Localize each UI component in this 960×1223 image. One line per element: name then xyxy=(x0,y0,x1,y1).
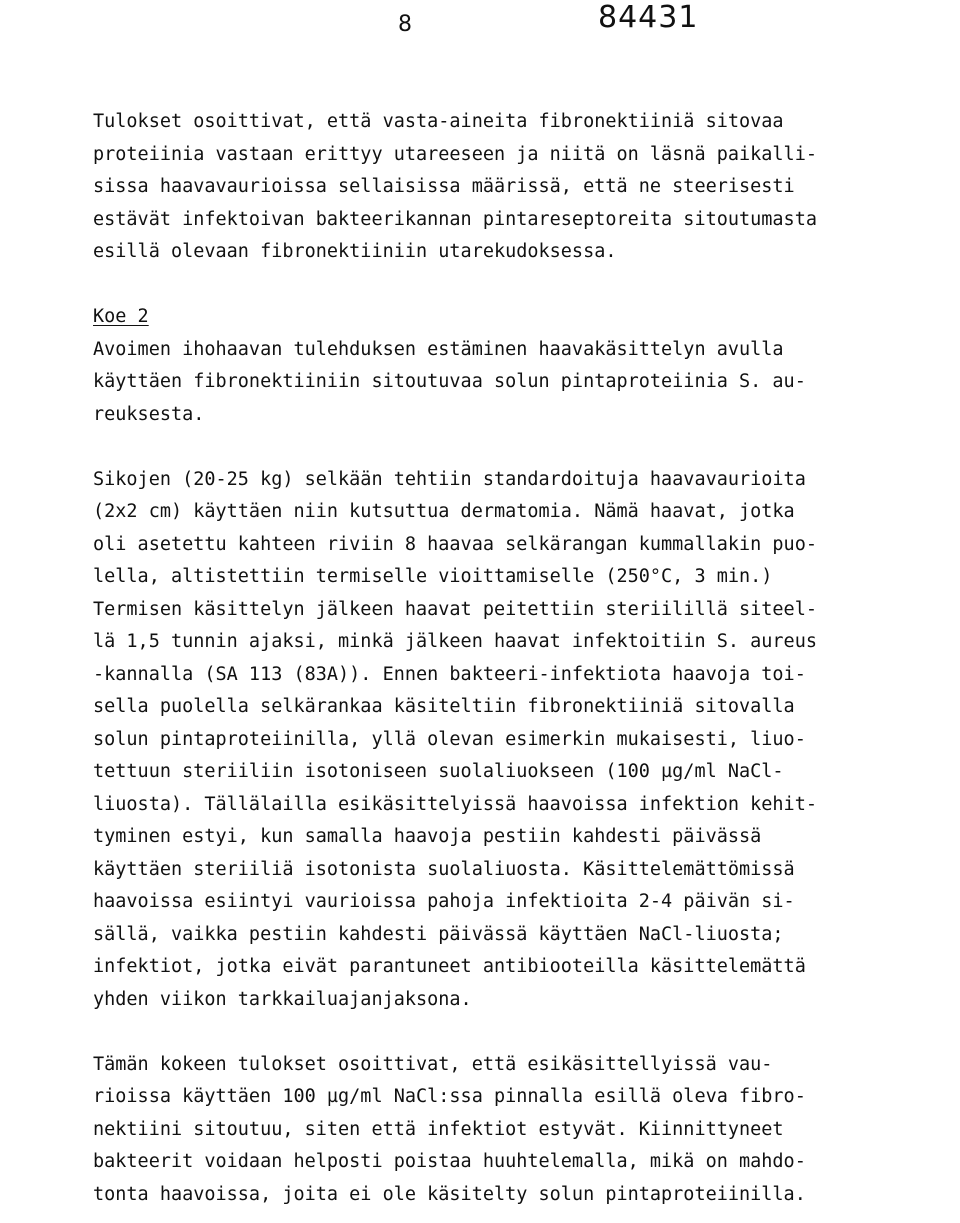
text-line: rioissa käyttäen 100 µg/ml NaCl:ssa pinnalla esillä oleva fibro- xyxy=(93,1086,806,1107)
paragraph-results xyxy=(93,106,953,269)
page-number: 8 xyxy=(398,12,412,37)
text-line: -kannalla (SA 113 (83A)). Ennen bakteeri-infektiota haavoja toi- xyxy=(93,663,806,685)
paragraph-gap xyxy=(93,1016,953,1049)
text-line: oli asetettu kahteen riviin 8 haavaa selkärangan kummallakin puo- xyxy=(93,533,817,555)
text-line: estävät infektoivan bakteerikannan pintareseptoreita sitoutumasta xyxy=(93,208,817,230)
text-line: nektiini sitoutuu, siten että infektiot estyvät. Kiinnittyneet xyxy=(93,1118,784,1140)
text-line: lella, altistettiin termiselle vioittamiselle (250°C, 3 min.) xyxy=(93,566,773,587)
paragraph-method xyxy=(93,464,953,1017)
text-line: Tulokset osoittivat, että vasta-aineita fibronektiiniä sitovaa xyxy=(93,111,784,132)
section-experiment-2 xyxy=(93,301,953,431)
text-line: liuosta). Tällälailla esikäsittelyissä haavoissa infektion kehit- xyxy=(93,793,817,815)
text-line: tyminen estyi, kun samalla haavoja pestiin kahdesti päivässä xyxy=(93,826,762,847)
text-line: solun pintaproteiinilla, yllä olevan esimerkin mukaisesti, liuo- xyxy=(93,728,806,750)
text-line: bakteerit voidaan helposti poistaa huuhtelemalla, mikä on mahdo- xyxy=(93,1151,806,1172)
text-line: (2x2 cm) käyttäen niin kutsuttua dermatomia. Nämä haavat, jotka xyxy=(93,501,795,522)
text-line: yhden viikon tarkkailuajanjaksona. xyxy=(93,988,472,1010)
text-line: Sikojen (20-25 kg) selkään tehtiin standardoituja haavavaurioita xyxy=(93,468,806,490)
text-line: Termisen käsittelyn jälkeen haavat peitettiin steriilillä siteel- xyxy=(93,598,817,620)
text-line: haavoissa esiintyi vaurioissa pahoja infektioita 2-4 päivän si- xyxy=(93,891,795,912)
section-heading: Koe 2 xyxy=(93,306,149,327)
paragraph-gap xyxy=(93,431,953,464)
text-line: proteiinia vastaan erittyy utareeseen ja niitä on läsnä paikalli- xyxy=(93,143,817,165)
text-line: sissa haavavaurioissa sellaisissa määrissä, että ne steerisesti xyxy=(93,176,795,197)
text-line: reuksesta. xyxy=(93,403,205,425)
body-text xyxy=(93,106,953,1211)
text-line: käyttäen fibronektiiniin sitoutuvaa solun pintaproteiinia S. au- xyxy=(93,371,806,392)
text-line: tonta haavoissa, joita ei ole käsitelty solun pintaproteiinilla. xyxy=(93,1183,806,1205)
text-line: lä 1,5 tunnin ajaksi, minkä jälkeen haavat infektoitiin S. aureus xyxy=(93,631,817,652)
text-line: Tämän kokeen tulokset osoittivat, että esikäsittellyissä vau- xyxy=(93,1053,773,1075)
text-line: Avoimen ihohaavan tulehduksen estäminen haavakäsittelyn avulla xyxy=(93,338,784,360)
text-line: sällä, vaikka pestiin kahdesti päivässä käyttäen NaCl-liuosta; xyxy=(93,923,784,945)
text-line: käyttäen steriiliä isotonista suolaliuosta. Käsittelemättömissä xyxy=(93,858,795,880)
text-line: sella puolella selkärankaa käsiteltiin fibronektiiniä sitovalla xyxy=(93,696,795,717)
document-number: 84431 xyxy=(598,0,699,35)
text-line: tettuun steriiliin isotoniseen suolaliuokseen (100 µg/ml NaCl- xyxy=(93,761,784,782)
paragraph-gap xyxy=(93,269,953,302)
text-line: esillä olevaan fibronektiiniin utarekudoksessa. xyxy=(93,241,617,262)
text-line: infektiot, jotka eivät parantuneet antibiooteilla käsittelemättä xyxy=(93,956,806,977)
page-header xyxy=(0,0,960,60)
paragraph-conclusion xyxy=(93,1049,953,1212)
